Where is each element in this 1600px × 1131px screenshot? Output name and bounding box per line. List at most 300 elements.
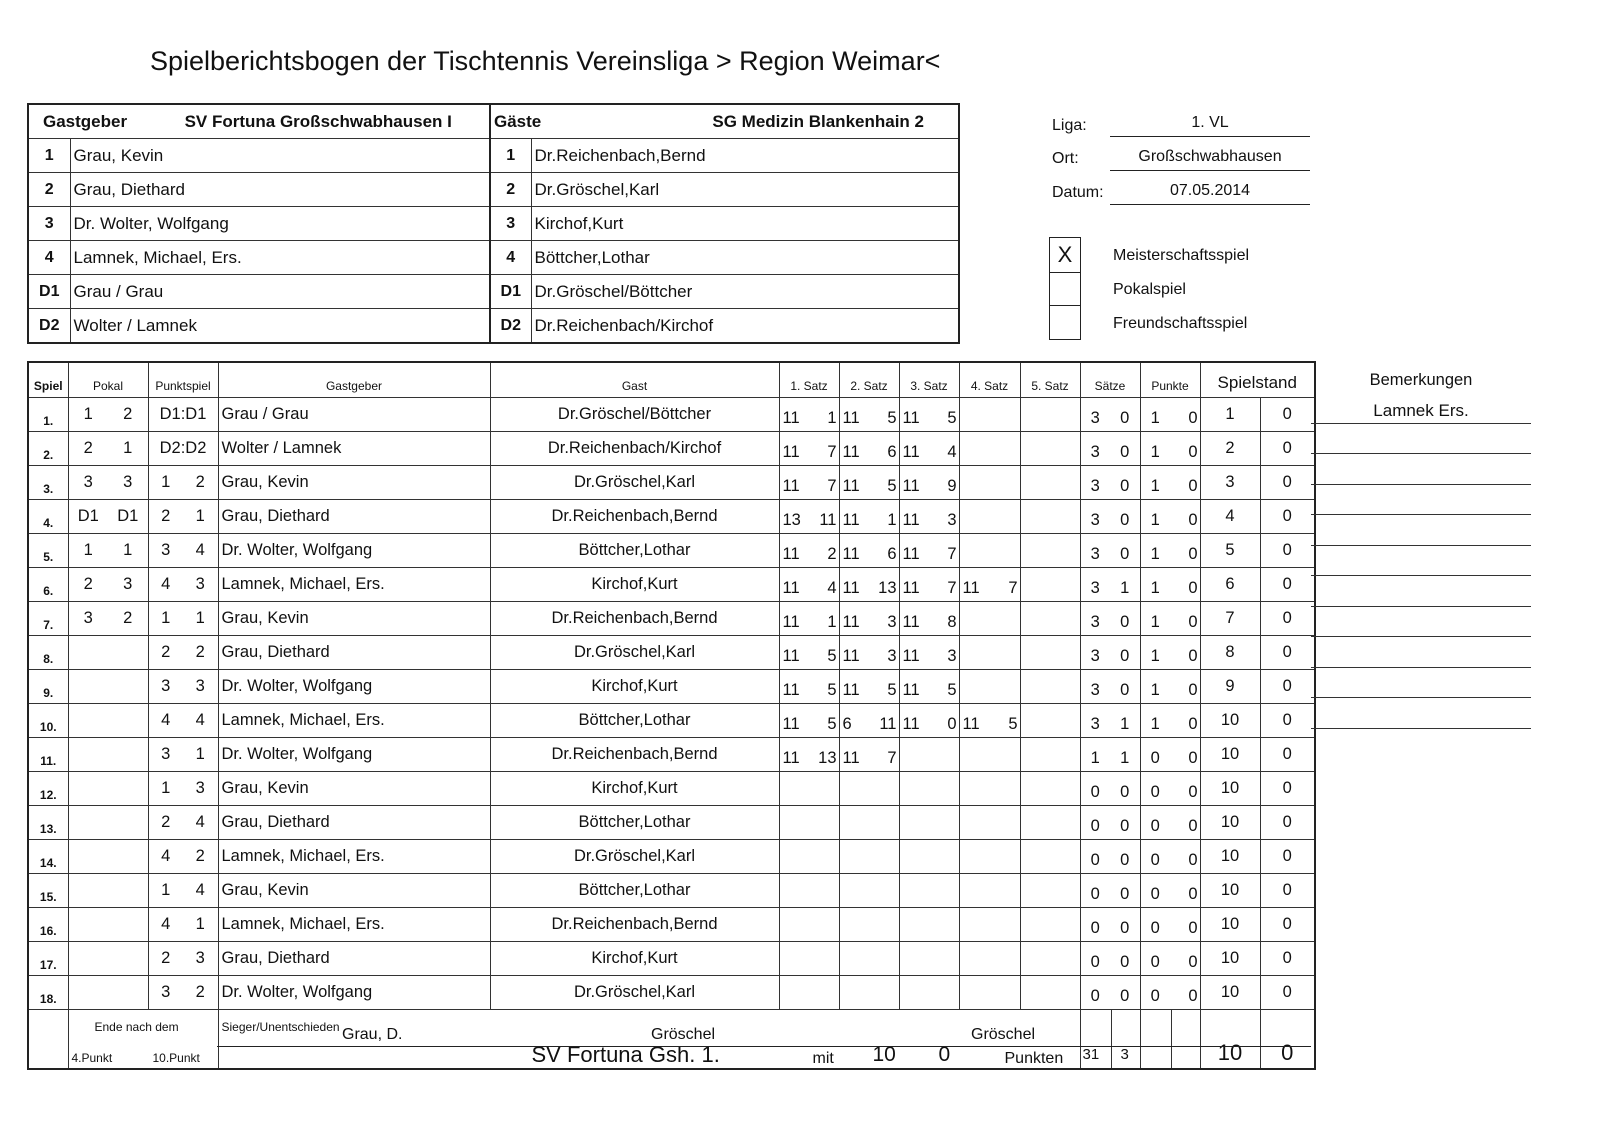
guest-player-number: 1 bbox=[490, 139, 531, 173]
set-score bbox=[899, 466, 959, 500]
pokal-home: 1 bbox=[83, 541, 93, 559]
set-guest: 5 bbox=[827, 647, 837, 665]
pokal-home: 2 bbox=[83, 575, 93, 593]
col-satz4: 4. Satz bbox=[959, 362, 1020, 398]
remark-line bbox=[1311, 728, 1531, 729]
saetze-guest: 0 bbox=[1120, 443, 1130, 461]
match-number: 6. bbox=[28, 568, 68, 602]
set-score bbox=[1020, 772, 1080, 806]
page-title: Spielberichtsbogen der Tischtennis Vereinsliga > Region Weimar< bbox=[150, 46, 941, 76]
set-home: 11 bbox=[842, 511, 860, 529]
pokal-cell bbox=[68, 942, 148, 976]
set-guest: 5 bbox=[947, 681, 957, 699]
guest-player-name: Böttcher,Lothar bbox=[531, 241, 959, 275]
guest-player: Dr.Reichenbach/Kirchof bbox=[490, 432, 779, 466]
punktspiel-home: 1 bbox=[161, 779, 171, 797]
pokal-checkbox[interactable] bbox=[1049, 271, 1081, 306]
set-score bbox=[1020, 398, 1080, 432]
saetze-home: 3 bbox=[1090, 715, 1100, 733]
punktspiel-home: 1 bbox=[161, 881, 171, 899]
punktspiel-guest: 4 bbox=[195, 813, 205, 831]
set-score bbox=[1020, 840, 1080, 874]
meisterschaft-checkbox[interactable]: X bbox=[1049, 237, 1081, 273]
saetze-guest: 0 bbox=[1120, 511, 1130, 529]
saetze-guest: 1 bbox=[1120, 579, 1130, 597]
punkte-home: 0 bbox=[1150, 885, 1160, 903]
saetze-home: 3 bbox=[1090, 477, 1100, 495]
set-score bbox=[959, 602, 1020, 636]
stand-guest: 0 bbox=[1260, 942, 1315, 976]
punktspiel-guest: 2 bbox=[195, 847, 205, 865]
col-spiel: Spiel bbox=[28, 362, 68, 398]
punkte-guest: 0 bbox=[1188, 817, 1198, 835]
saetze-home: 3 bbox=[1090, 613, 1100, 631]
saetze-home: 1 bbox=[1090, 749, 1100, 767]
set-score bbox=[899, 806, 959, 840]
set-score bbox=[899, 398, 959, 432]
punkte-guest: 0 bbox=[1188, 953, 1198, 971]
saetze-home: 0 bbox=[1090, 987, 1100, 1005]
set-score bbox=[839, 976, 899, 1010]
set-score bbox=[839, 602, 899, 636]
punkte-home: 1 bbox=[1150, 647, 1160, 665]
match-row bbox=[28, 908, 1315, 942]
set-score bbox=[779, 840, 839, 874]
stand-home: 10 bbox=[1200, 908, 1260, 942]
stand-home: 7 bbox=[1200, 602, 1260, 636]
set-score bbox=[959, 568, 1020, 602]
guest-player: Kirchof,Kurt bbox=[490, 772, 779, 806]
home-player: Lamnek, Michael, Ers. bbox=[218, 704, 490, 738]
set-home: 11 bbox=[842, 681, 860, 699]
punktspiel-cell bbox=[148, 772, 218, 806]
punkte-cell bbox=[1140, 398, 1200, 432]
home-player: Grau, Diethard bbox=[218, 636, 490, 670]
punkte-cell bbox=[1140, 534, 1200, 568]
match-row bbox=[28, 772, 1315, 806]
liga-value: 1. VL bbox=[1110, 114, 1310, 137]
guest-player: Böttcher,Lothar bbox=[490, 806, 779, 840]
set-score bbox=[959, 840, 1020, 874]
punktspiel-cell bbox=[148, 908, 218, 942]
punktspiel-cell: D2:D2 bbox=[148, 432, 218, 466]
punkte-home: 1 bbox=[1150, 545, 1160, 563]
saetze-cell bbox=[1080, 602, 1140, 636]
set-score bbox=[959, 738, 1020, 772]
col-satz5: 5. Satz bbox=[1020, 362, 1080, 398]
mit-label: mit bbox=[812, 1050, 834, 1067]
stand-guest: 0 bbox=[1260, 466, 1315, 500]
saetze-cell bbox=[1080, 534, 1140, 568]
signature-referee: Gröschel bbox=[971, 1026, 1036, 1043]
meisterschaft-label: Meisterschaftsspiel bbox=[1113, 247, 1250, 264]
pokal-cell bbox=[68, 466, 148, 500]
set-score bbox=[899, 602, 959, 636]
home-player: Lamnek, Michael, Ers. bbox=[218, 840, 490, 874]
set-home: 11 bbox=[782, 715, 800, 733]
set-score bbox=[959, 466, 1020, 500]
pokal-cell bbox=[68, 874, 148, 908]
home-player-name: Lamnek, Michael, Ers. bbox=[70, 241, 490, 275]
stand-guest: 0 bbox=[1260, 738, 1315, 772]
set-score bbox=[839, 670, 899, 704]
punktspiel-guest: 3 bbox=[195, 575, 205, 593]
punkt4-label: 4.Punkt bbox=[71, 1051, 113, 1065]
set-score bbox=[839, 398, 899, 432]
set-score bbox=[959, 772, 1020, 806]
freundschaft-checkbox[interactable] bbox=[1049, 305, 1081, 340]
punkt10-label: 10.Punkt bbox=[152, 1051, 200, 1065]
punkte-home: 0 bbox=[1150, 987, 1160, 1005]
pokal-guest: 2 bbox=[123, 405, 133, 423]
punktspiel-cell bbox=[148, 466, 218, 500]
punkte-guest: 0 bbox=[1188, 511, 1198, 529]
match-row bbox=[28, 534, 1315, 568]
match-number: 16. bbox=[28, 908, 68, 942]
punkte-guest: 0 bbox=[1188, 545, 1198, 563]
punkte-home: 0 bbox=[1150, 953, 1160, 971]
set-home: 11 bbox=[902, 681, 920, 699]
punkte-cell bbox=[1140, 976, 1200, 1010]
set-home: 11 bbox=[782, 681, 800, 699]
set-score bbox=[959, 670, 1020, 704]
stand-guest: 0 bbox=[1260, 908, 1315, 942]
freundschaft-label: Freundschaftsspiel bbox=[1113, 315, 1248, 332]
guest-player-number: D2 bbox=[490, 309, 531, 344]
punktspiel-home: 1 bbox=[161, 609, 171, 627]
saetze-cell bbox=[1080, 738, 1140, 772]
saetze-cell bbox=[1080, 976, 1140, 1010]
punkte-guest: 0 bbox=[1188, 613, 1198, 631]
punkte-cell bbox=[1140, 636, 1200, 670]
punkte-cell bbox=[1140, 704, 1200, 738]
stand-guest: 0 bbox=[1260, 704, 1315, 738]
set-score bbox=[959, 976, 1020, 1010]
set-score bbox=[839, 806, 899, 840]
punkte-home: 1 bbox=[1150, 511, 1160, 529]
saetze-cell bbox=[1080, 466, 1140, 500]
pokal-guest: D1 bbox=[117, 507, 139, 525]
punkte-guest: 0 bbox=[1188, 477, 1198, 495]
col-gastgeber: Gastgeber bbox=[218, 362, 490, 398]
set-home: 11 bbox=[782, 579, 800, 597]
punkte-guest: 0 bbox=[1188, 885, 1198, 903]
home-player-name: Wolter / Lamnek bbox=[70, 309, 490, 344]
team-header-row bbox=[28, 104, 959, 139]
set-score bbox=[959, 636, 1020, 670]
pokal-guest: 2 bbox=[123, 609, 133, 627]
punkte-guest: 0 bbox=[1188, 715, 1198, 733]
punkten-label: Punkten bbox=[1004, 1050, 1064, 1067]
pokal-cell bbox=[68, 534, 148, 568]
match-number: 9. bbox=[28, 670, 68, 704]
set-home: 11 bbox=[782, 477, 800, 495]
guest-player: Dr.Gröschel,Karl bbox=[490, 840, 779, 874]
set-guest: 0 bbox=[947, 715, 957, 733]
set-guest: 9 bbox=[947, 477, 957, 495]
match-row bbox=[28, 874, 1315, 908]
col-punktspiel: Punktspiel bbox=[148, 362, 218, 398]
set-score bbox=[779, 466, 839, 500]
signature-line bbox=[217, 1046, 1311, 1047]
stand-guest: 0 bbox=[1260, 398, 1315, 432]
points-guest: 0 bbox=[938, 1043, 951, 1066]
pokal-cell bbox=[68, 398, 148, 432]
match-number: 2. bbox=[28, 432, 68, 466]
pokal-cell bbox=[68, 568, 148, 602]
match-row bbox=[28, 670, 1315, 704]
col-satz1: 1. Satz bbox=[779, 362, 839, 398]
set-guest: 3 bbox=[947, 647, 957, 665]
match-number: 4. bbox=[28, 500, 68, 534]
punktspiel-home: 2 bbox=[161, 813, 171, 831]
home-team-header bbox=[28, 104, 490, 139]
punktspiel-cell bbox=[148, 942, 218, 976]
guest-player: Kirchof,Kurt bbox=[490, 568, 779, 602]
team-roster-table bbox=[27, 103, 960, 344]
set-guest: 3 bbox=[887, 647, 897, 665]
home-player: Grau, Kevin bbox=[218, 874, 490, 908]
set-score bbox=[779, 704, 839, 738]
punktspiel-home: 3 bbox=[161, 677, 171, 695]
home-label: Gastgeber bbox=[43, 111, 128, 131]
punktspiel-home: 4 bbox=[161, 847, 171, 865]
punktspiel-guest: 3 bbox=[195, 779, 205, 797]
set-score bbox=[839, 738, 899, 772]
set-score bbox=[779, 636, 839, 670]
ort-label: Ort: bbox=[1052, 150, 1079, 167]
punkte-home: 1 bbox=[1150, 613, 1160, 631]
stand-guest: 0 bbox=[1260, 772, 1315, 806]
set-score bbox=[779, 806, 839, 840]
match-row bbox=[28, 704, 1315, 738]
home-player: Lamnek, Michael, Ers. bbox=[218, 568, 490, 602]
match-row bbox=[28, 806, 1315, 840]
pokal-guest: 1 bbox=[123, 439, 133, 457]
team-row bbox=[28, 241, 959, 275]
set-score bbox=[779, 976, 839, 1010]
punktspiel-home: 4 bbox=[161, 915, 171, 933]
saetze-home: 0 bbox=[1090, 851, 1100, 869]
punktspiel-cell bbox=[148, 670, 218, 704]
pokal-label: Pokalspiel bbox=[1113, 281, 1186, 298]
punktspiel-guest: 2 bbox=[195, 983, 205, 1001]
set-score bbox=[899, 874, 959, 908]
match-number: 5. bbox=[28, 534, 68, 568]
set-score bbox=[899, 772, 959, 806]
set-score bbox=[779, 874, 839, 908]
set-home: 11 bbox=[842, 477, 860, 495]
set-score bbox=[899, 670, 959, 704]
stand-home: 10 bbox=[1200, 772, 1260, 806]
set-home: 11 bbox=[842, 613, 860, 631]
stand-home: 5 bbox=[1200, 534, 1260, 568]
set-guest: 5 bbox=[947, 409, 957, 427]
pokal-home: D1 bbox=[77, 507, 99, 525]
guest-player: Dr.Gröschel,Karl bbox=[490, 636, 779, 670]
pokal-cell bbox=[68, 806, 148, 840]
home-player: Grau, Diethard bbox=[218, 942, 490, 976]
saetze-home: 0 bbox=[1090, 919, 1100, 937]
saetze-guest: 0 bbox=[1120, 783, 1130, 801]
set-home: 11 bbox=[902, 613, 920, 631]
set-home: 11 bbox=[902, 477, 920, 495]
set-score bbox=[1020, 568, 1080, 602]
set-guest: 5 bbox=[827, 681, 837, 699]
set-guest: 7 bbox=[947, 579, 957, 597]
punkte-guest: 0 bbox=[1188, 919, 1198, 937]
saetze-cell bbox=[1080, 500, 1140, 534]
match-number: 17. bbox=[28, 942, 68, 976]
set-guest: 7 bbox=[887, 749, 897, 767]
punkte-cell bbox=[1140, 568, 1200, 602]
punkte-home: 1 bbox=[1150, 443, 1160, 461]
set-score bbox=[899, 500, 959, 534]
col-pokal: Pokal bbox=[68, 362, 148, 398]
set-guest: 6 bbox=[887, 545, 897, 563]
set-guest: 3 bbox=[887, 613, 897, 631]
home-player: Grau / Grau bbox=[218, 398, 490, 432]
home-player-name: Dr. Wolter, Wolfgang bbox=[70, 207, 490, 241]
set-score bbox=[959, 942, 1020, 976]
home-player: Dr. Wolter, Wolfgang bbox=[218, 534, 490, 568]
set-home: 11 bbox=[962, 579, 980, 597]
winner-name: SV Fortuna Gsh. 1. bbox=[531, 1042, 720, 1067]
saetze-cell bbox=[1080, 398, 1140, 432]
punkte-guest: 0 bbox=[1188, 783, 1198, 801]
signature-home: Grau, D. bbox=[342, 1026, 403, 1043]
set-score bbox=[1020, 976, 1080, 1010]
set-score bbox=[839, 772, 899, 806]
punkte-guest: 0 bbox=[1188, 443, 1198, 461]
set-score bbox=[959, 500, 1020, 534]
match-number: 15. bbox=[28, 874, 68, 908]
saetze-guest: 0 bbox=[1120, 987, 1130, 1005]
set-score bbox=[1020, 636, 1080, 670]
pokal-cell bbox=[68, 738, 148, 772]
pokal-cell bbox=[68, 704, 148, 738]
stand-home: 2 bbox=[1200, 432, 1260, 466]
set-guest: 1 bbox=[827, 613, 837, 631]
match-row bbox=[28, 840, 1315, 874]
guest-player: Böttcher,Lothar bbox=[490, 704, 779, 738]
liga-label: Liga: bbox=[1052, 117, 1087, 134]
saetze-home: 3 bbox=[1090, 545, 1100, 563]
stand-home: 3 bbox=[1200, 466, 1260, 500]
match-results-table bbox=[27, 361, 1316, 1070]
set-score bbox=[839, 466, 899, 500]
set-score bbox=[1020, 942, 1080, 976]
pokal-cell bbox=[68, 432, 148, 466]
set-score bbox=[839, 636, 899, 670]
set-score bbox=[899, 840, 959, 874]
col-satz2: 2. Satz bbox=[839, 362, 899, 398]
punktspiel-guest: 1 bbox=[195, 609, 205, 627]
punkte-cell bbox=[1140, 772, 1200, 806]
set-guest: 7 bbox=[947, 545, 957, 563]
saetze-guest: 0 bbox=[1120, 545, 1130, 563]
remark-line bbox=[1311, 606, 1531, 607]
saetze-guest: 1 bbox=[1120, 715, 1130, 733]
pokal-cell bbox=[68, 840, 148, 874]
remark-line bbox=[1311, 514, 1531, 515]
col-punkte: Punkte bbox=[1140, 362, 1200, 398]
match-row bbox=[28, 738, 1315, 772]
set-score bbox=[839, 432, 899, 466]
punkte-home: 0 bbox=[1150, 851, 1160, 869]
saetze-home: 0 bbox=[1090, 817, 1100, 835]
remark-line bbox=[1311, 423, 1531, 424]
remark-line bbox=[1311, 667, 1531, 668]
punkte-home: 0 bbox=[1150, 749, 1160, 767]
home-player-name: Grau / Grau bbox=[70, 275, 490, 309]
stand-guest: 0 bbox=[1260, 874, 1315, 908]
set-home: 6 bbox=[842, 715, 852, 733]
stand-guest: 0 bbox=[1260, 568, 1315, 602]
team-row bbox=[28, 139, 959, 173]
stand-home: 9 bbox=[1200, 670, 1260, 704]
guest-player: Dr.Gröschel/Böttcher bbox=[490, 398, 779, 432]
stand-guest: 0 bbox=[1260, 976, 1315, 1010]
punkte-cell bbox=[1140, 500, 1200, 534]
saetze-cell bbox=[1080, 636, 1140, 670]
saetze-cell bbox=[1080, 670, 1140, 704]
set-score bbox=[1020, 874, 1080, 908]
signature-guest: Gröschel bbox=[651, 1026, 716, 1043]
saetze-cell bbox=[1080, 874, 1140, 908]
saetze-cell bbox=[1080, 568, 1140, 602]
home-player: Grau, Kevin bbox=[218, 466, 490, 500]
match-number: 8. bbox=[28, 636, 68, 670]
set-score bbox=[779, 670, 839, 704]
match-number: 18. bbox=[28, 976, 68, 1010]
team-row bbox=[28, 275, 959, 309]
set-score bbox=[839, 568, 899, 602]
punktspiel-cell bbox=[148, 636, 218, 670]
pokal-guest: 3 bbox=[123, 473, 133, 491]
set-score bbox=[779, 602, 839, 636]
match-number: 14. bbox=[28, 840, 68, 874]
set-guest: 7 bbox=[827, 443, 837, 461]
home-player-name: Grau, Diethard bbox=[70, 173, 490, 207]
set-score bbox=[839, 500, 899, 534]
set-score bbox=[839, 704, 899, 738]
stand-home: 10 bbox=[1200, 840, 1260, 874]
set-home: 11 bbox=[782, 409, 800, 427]
pokal-cell bbox=[68, 636, 148, 670]
set-score bbox=[839, 942, 899, 976]
set-score bbox=[959, 534, 1020, 568]
punktspiel-guest: 4 bbox=[195, 711, 205, 729]
set-score bbox=[779, 534, 839, 568]
set-home: 11 bbox=[782, 545, 800, 563]
remark-lamnek: Lamnek Ers. bbox=[1373, 401, 1469, 420]
pokal-home: 1 bbox=[83, 405, 93, 423]
stand-home: 10 bbox=[1200, 738, 1260, 772]
remark-line bbox=[1311, 575, 1531, 576]
saetze-home: 0 bbox=[1090, 953, 1100, 971]
bemerkungen-header: Bemerkungen bbox=[1369, 371, 1473, 389]
set-home: 11 bbox=[902, 511, 920, 529]
punktspiel-home: 2 bbox=[161, 949, 171, 967]
home-player-number: D2 bbox=[28, 309, 70, 344]
guest-player-name: Dr.Gröschel,Karl bbox=[531, 173, 959, 207]
pokal-cell bbox=[68, 602, 148, 636]
pokal-guest: 3 bbox=[123, 575, 133, 593]
punktspiel-home: 4 bbox=[161, 711, 171, 729]
saetze-home: 3 bbox=[1090, 511, 1100, 529]
guest-player-number: 4 bbox=[490, 241, 531, 275]
